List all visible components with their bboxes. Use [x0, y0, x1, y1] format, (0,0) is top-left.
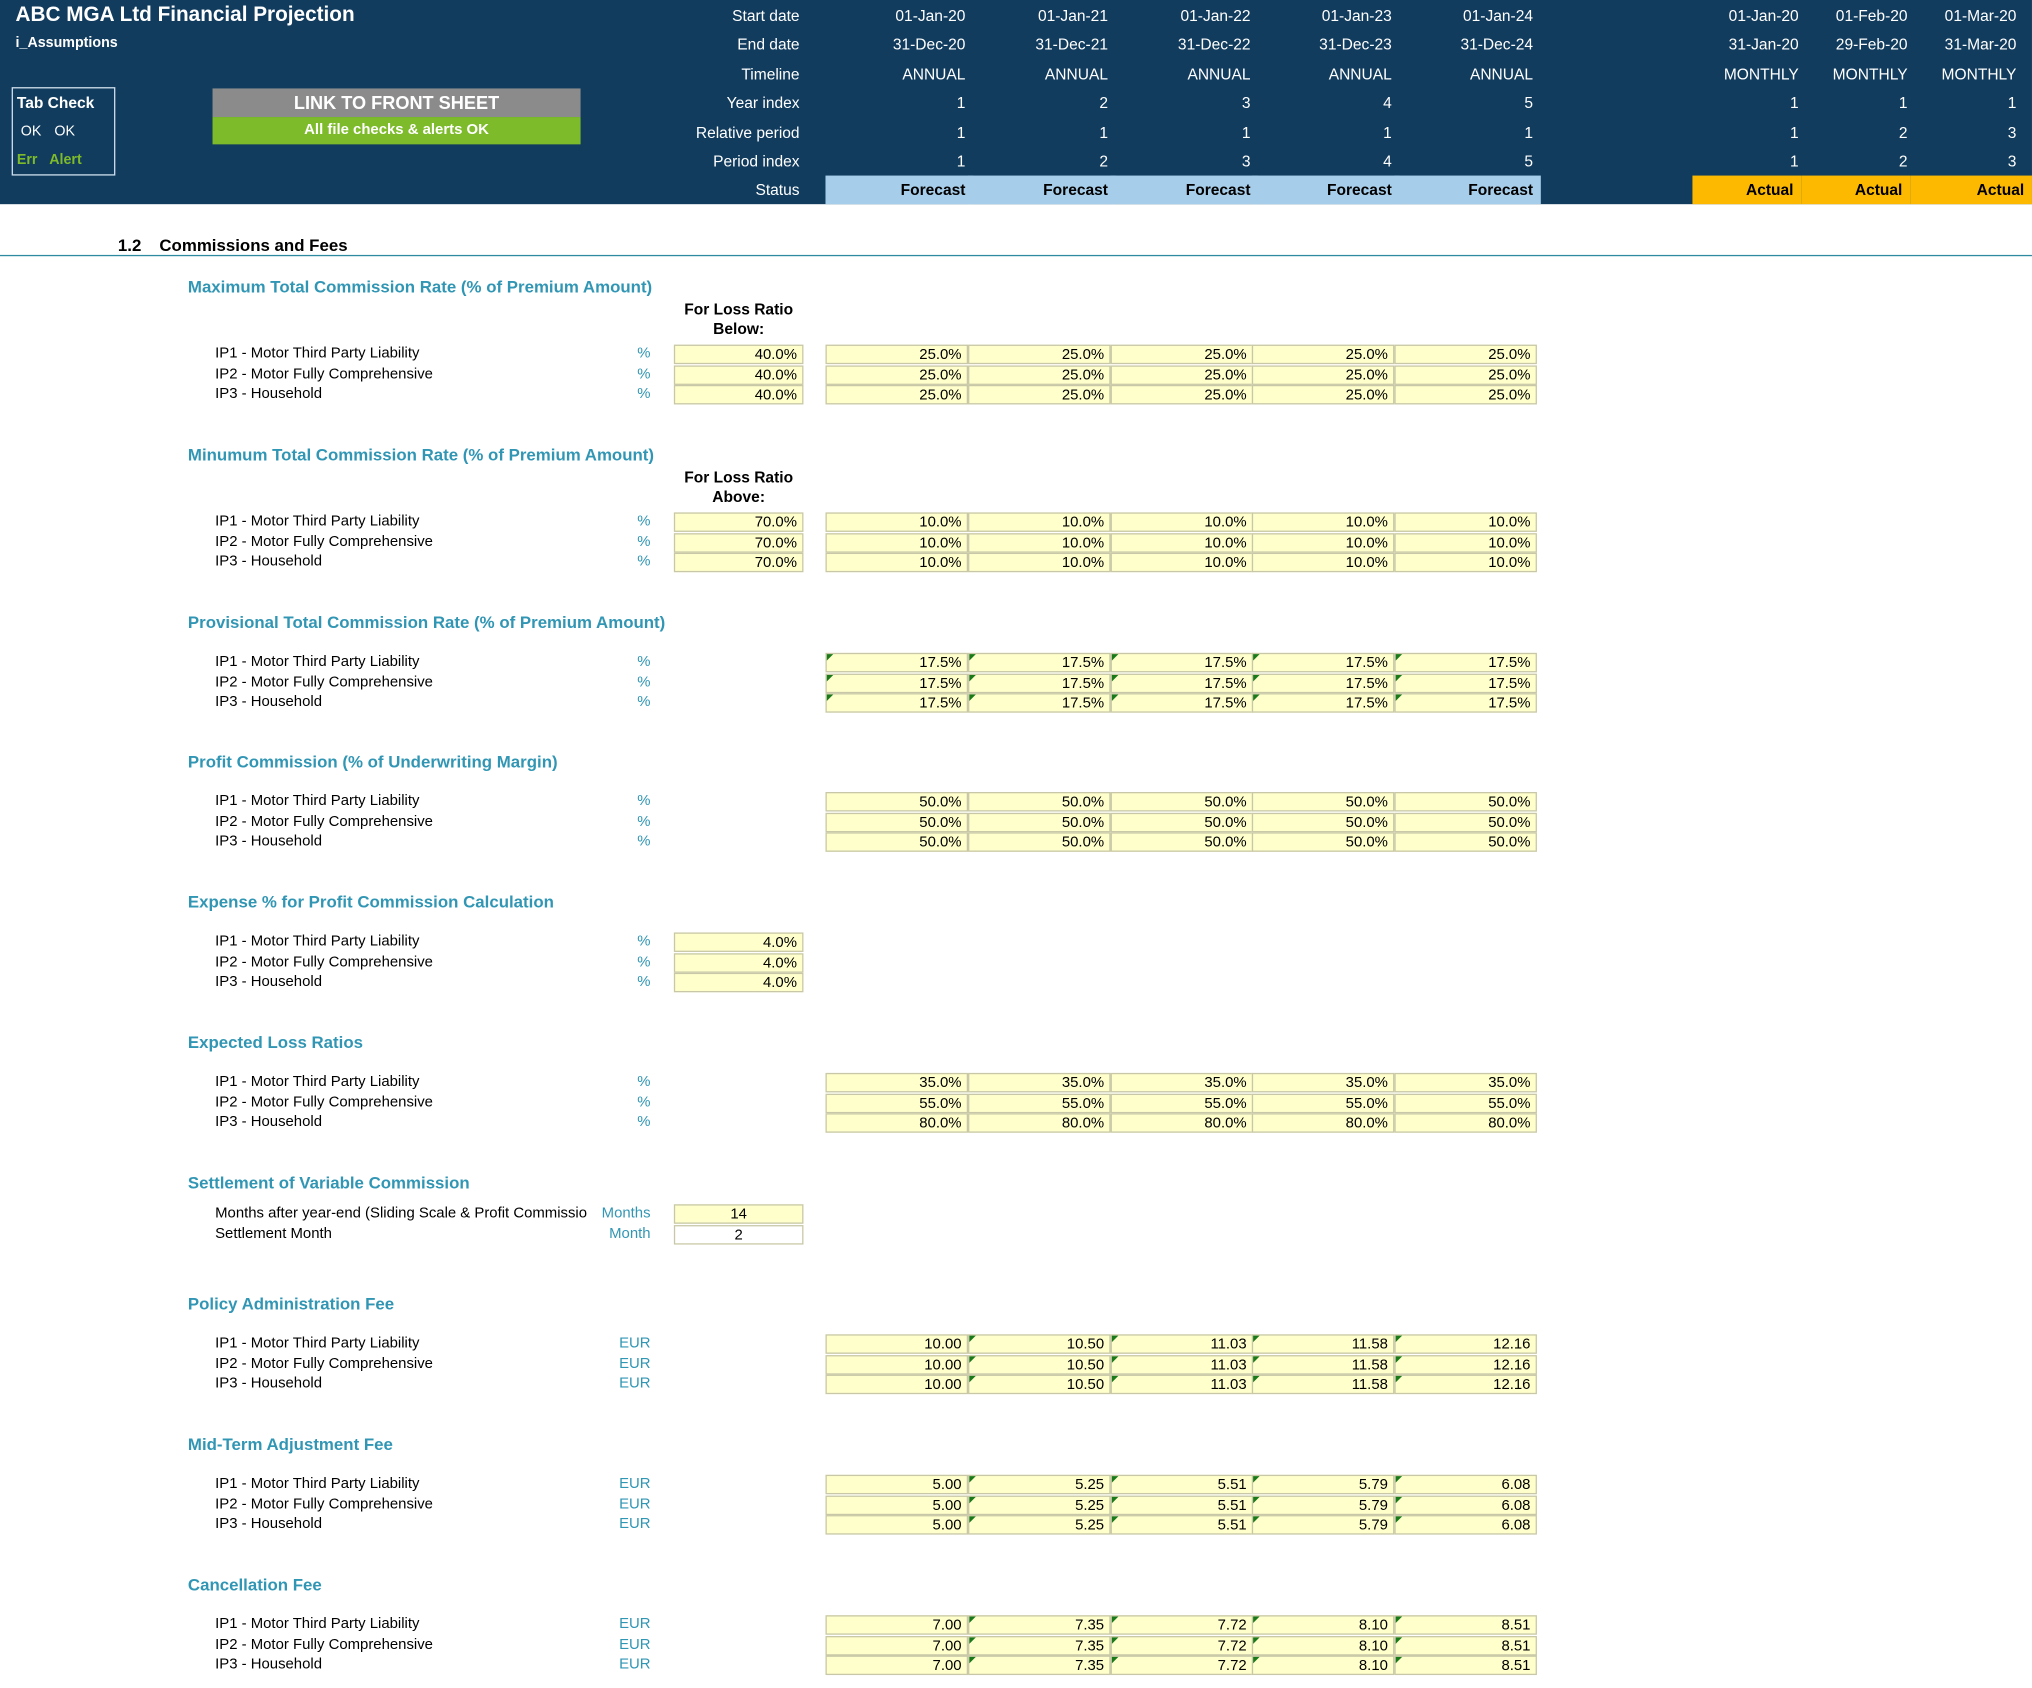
row-label: IP3 - Household: [215, 1516, 322, 1532]
header-timeline-cell: ANNUAL: [1044, 65, 1108, 84]
period-value-cell[interactable]: 25.0%: [1111, 385, 1254, 405]
header-year-cell: 1: [956, 93, 966, 112]
row-label: IP3 - Household: [215, 694, 322, 711]
period-value-cell[interactable]: 10.00: [825, 1334, 968, 1354]
period-value-cell[interactable]: 25.0%: [825, 365, 968, 385]
period-value-cell[interactable]: 80.0%: [968, 1113, 1111, 1133]
status-forecast-cell: Forecast: [1394, 176, 1540, 205]
period-value-cell[interactable]: 6.08: [1394, 1495, 1537, 1515]
column-header-line2: Below:: [713, 319, 765, 339]
row-unit: %: [637, 513, 651, 530]
row-label: IP1 - Motor Third Party Liability: [215, 1335, 420, 1352]
period-value-cell[interactable]: 10.50: [968, 1375, 1111, 1395]
row-label: IP3 - Household: [215, 1375, 322, 1392]
input-cell[interactable]: 70.0%: [674, 512, 804, 532]
period-value-cell[interactable]: 50.0%: [1394, 832, 1537, 852]
sheet-name: i_Assumptions: [15, 35, 118, 51]
tab-check-ok-1: OK: [20, 123, 42, 140]
period-value-cell[interactable]: 17.5%: [1394, 653, 1537, 673]
header-start-cell: 01-Jan-20: [1728, 6, 1799, 25]
header-timeline-cell: ANNUAL: [1187, 65, 1251, 84]
header-year-cell: 1: [1898, 93, 1908, 112]
period-value-cell[interactable]: 80.0%: [1252, 1113, 1395, 1133]
row-unit: EUR: [619, 1656, 651, 1673]
period-value-cell[interactable]: 8.10: [1252, 1635, 1395, 1655]
group-title: Maximum Total Commission Rate (% of Premium Amount): [187, 277, 653, 297]
row-label: IP2 - Motor Fully Comprehensive: [215, 1636, 433, 1653]
header-rel-cell: 2: [1898, 123, 1908, 142]
period-value-cell[interactable]: 17.5%: [1394, 693, 1537, 713]
period-value-cell[interactable]: 50.0%: [1111, 792, 1254, 812]
column-header-line2: Above:: [712, 487, 766, 506]
period-value-cell[interactable]: 7.72: [1111, 1615, 1254, 1635]
header-period-cell: 5: [1524, 152, 1534, 171]
input-cell[interactable]: 70.0%: [674, 553, 804, 573]
period-value-cell[interactable]: 12.16: [1394, 1334, 1537, 1354]
period-value-cell[interactable]: 7.00: [825, 1656, 968, 1676]
period-value-cell[interactable]: 25.0%: [1111, 345, 1254, 365]
row-label: IP3 - Household: [215, 1656, 322, 1673]
header-row-label: End date: [737, 35, 800, 54]
header-start-cell: 01-Jan-23: [1321, 6, 1392, 25]
row-label: IP2 - Motor Fully Comprehensive: [215, 813, 433, 830]
row-label: IP1 - Motor Third Party Liability: [215, 345, 420, 362]
period-value-cell[interactable]: 8.10: [1252, 1615, 1395, 1635]
period-value-cell[interactable]: 80.0%: [1111, 1113, 1254, 1133]
header-row-label: Status: [755, 180, 800, 199]
header-rel-cell: 1: [1524, 123, 1534, 142]
row-unit: EUR: [619, 1335, 651, 1352]
period-value-cell[interactable]: 10.0%: [1252, 553, 1395, 573]
period-value-cell[interactable]: 10.0%: [1111, 553, 1254, 573]
group-title: Settlement of Variable Commission: [187, 1173, 470, 1193]
tab-check-err: Err: [16, 152, 38, 168]
row-unit: EUR: [619, 1476, 651, 1492]
row-label: IP3 - Household: [215, 1114, 322, 1131]
group-title: Cancellation Fee: [187, 1574, 322, 1595]
period-value-cell[interactable]: 17.5%: [1252, 673, 1395, 693]
period-value-cell[interactable]: 50.0%: [1252, 792, 1395, 812]
row-label: IP2 - Motor Fully Comprehensive: [215, 533, 433, 550]
period-value-cell[interactable]: 10.0%: [825, 533, 968, 553]
period-value-cell[interactable]: 80.0%: [1394, 1113, 1537, 1133]
period-value-cell[interactable]: 50.0%: [1394, 792, 1537, 812]
file-checks-status: All file checks & alerts OK: [213, 117, 581, 144]
header-timeline-cell: ANNUAL: [902, 65, 966, 84]
header-end-cell: 31-Mar-20: [1944, 35, 2017, 54]
period-value-cell[interactable]: 35.0%: [968, 1073, 1111, 1093]
row-unit: %: [637, 933, 651, 950]
period-value-cell[interactable]: 8.10: [1252, 1656, 1395, 1676]
group-title: Policy Administration Fee: [187, 1293, 395, 1314]
period-value-cell[interactable]: 55.0%: [825, 1093, 968, 1113]
period-value-cell[interactable]: 10.50: [968, 1334, 1111, 1354]
header-row-label: Period index: [713, 152, 800, 171]
period-value-cell[interactable]: 10.0%: [1252, 512, 1395, 532]
row-unit: %: [637, 345, 651, 362]
header-period-cell: 1: [1790, 152, 1799, 171]
period-value-cell[interactable]: 17.5%: [825, 673, 968, 693]
row-unit: %: [637, 833, 651, 850]
row-label: IP1 - Motor Third Party Liability: [215, 933, 420, 950]
period-value-cell[interactable]: 5.00: [825, 1515, 968, 1535]
header-end-cell: 31-Dec-23: [1319, 35, 1392, 54]
period-value-cell[interactable]: 17.5%: [1111, 653, 1254, 673]
period-value-cell[interactable]: 55.0%: [1394, 1093, 1537, 1113]
period-value-cell[interactable]: 10.0%: [1394, 553, 1537, 573]
section-number: 1.2: [117, 235, 142, 255]
period-value-cell[interactable]: 10.0%: [825, 553, 968, 573]
header-year-cell: 3: [1241, 93, 1251, 112]
period-value-cell[interactable]: 7.72: [1111, 1635, 1254, 1655]
period-value-cell[interactable]: 10.0%: [1111, 512, 1254, 532]
header-timeline-cell: ANNUAL: [1469, 65, 1534, 84]
row-label: IP1 - Motor Third Party Liability: [215, 1616, 420, 1633]
tab-check-box: [12, 87, 116, 175]
period-value-cell[interactable]: 5.51: [1111, 1495, 1254, 1515]
row-unit: %: [637, 1094, 651, 1110]
header-rel-cell: 1: [956, 123, 966, 142]
group-title: Expense % for Profit Commission Calculation: [187, 892, 554, 912]
period-value-cell[interactable]: 5.79: [1252, 1475, 1395, 1495]
period-value-cell[interactable]: 25.0%: [1111, 365, 1254, 385]
period-value-cell[interactable]: 25.0%: [968, 365, 1111, 385]
status-forecast-cell: Forecast: [968, 176, 1116, 205]
header-start-cell: 01-Jan-22: [1180, 6, 1251, 25]
input-cell[interactable]: 4.0%: [674, 953, 804, 973]
period-value-cell[interactable]: 10.0%: [1111, 533, 1254, 553]
period-value-cell[interactable]: 17.5%: [968, 673, 1111, 693]
row-unit: EUR: [619, 1516, 651, 1532]
header-start-cell: 01-Jan-20: [895, 6, 966, 25]
period-value-cell[interactable]: 50.0%: [825, 792, 968, 812]
header-end-cell: 31-Dec-20: [892, 35, 966, 54]
period-value-cell[interactable]: 50.0%: [825, 832, 968, 852]
header-rel-cell: 1: [1790, 123, 1799, 142]
row-label: IP1 - Motor Third Party Liability: [215, 513, 420, 530]
period-value-cell[interactable]: 10.00: [825, 1354, 968, 1374]
row-unit: %: [637, 974, 651, 990]
period-value-cell[interactable]: 10.0%: [1394, 533, 1537, 553]
period-value-cell[interactable]: 7.00: [825, 1635, 968, 1655]
period-value-cell[interactable]: 10.50: [968, 1354, 1111, 1374]
period-value-cell[interactable]: 11.03: [1111, 1375, 1254, 1395]
section-divider: [0, 255, 2032, 256]
period-value-cell[interactable]: 11.58: [1252, 1375, 1395, 1395]
period-value-cell[interactable]: 5.51: [1111, 1515, 1254, 1535]
period-value-cell[interactable]: 5.51: [1111, 1475, 1254, 1495]
group-title: Profit Commission (% of Underwriting Margin): [187, 751, 558, 772]
period-value-cell[interactable]: 50.0%: [1252, 832, 1395, 852]
row-unit: EUR: [619, 1375, 651, 1392]
header-rel-cell: 1: [1383, 123, 1392, 142]
header-year-cell: 2: [1099, 93, 1108, 112]
period-value-cell[interactable]: 10.00: [825, 1375, 968, 1395]
header-timeline-cell: MONTHLY: [1941, 65, 2017, 84]
period-value-cell[interactable]: 25.0%: [968, 385, 1111, 405]
period-value-cell[interactable]: 25.0%: [1252, 365, 1395, 385]
header-row-label: Timeline: [741, 65, 800, 84]
period-value-cell[interactable]: 7.35: [968, 1656, 1111, 1676]
status-forecast-cell: Forecast: [825, 176, 973, 205]
row-unit: %: [637, 654, 651, 670]
input-cell[interactable]: 70.0%: [674, 533, 804, 553]
period-value-cell[interactable]: 7.35: [968, 1615, 1111, 1635]
input-cell[interactable]: 40.0%: [674, 365, 804, 385]
workbook-title: ABC MGA Ltd Financial Projection: [15, 3, 355, 27]
status-actual-cell: Actual: [1801, 176, 1910, 205]
period-value-cell[interactable]: 10.0%: [968, 553, 1111, 573]
period-value-cell[interactable]: 25.0%: [1252, 385, 1395, 405]
header-period-cell: 1: [956, 152, 966, 171]
period-value-cell[interactable]: 5.25: [968, 1495, 1111, 1515]
tab-check-ok-2: OK: [54, 123, 76, 140]
input-cell[interactable]: 40.0%: [674, 385, 804, 405]
row-label: Months after year-end (Sliding Scale & Profit Commissio: [215, 1205, 588, 1222]
row-label: IP3 - Household: [215, 554, 322, 570]
row-label: IP3 - Household: [215, 974, 322, 990]
header-year-cell: 1: [1790, 93, 1799, 112]
period-value-cell[interactable]: 50.0%: [1252, 812, 1395, 832]
header-start-cell: 01-Jan-24: [1463, 6, 1534, 25]
period-value-cell[interactable]: 10.0%: [1394, 512, 1537, 532]
header-rel-cell: 1: [1241, 123, 1251, 142]
header-end-cell: 31-Dec-22: [1177, 35, 1251, 54]
period-value-cell[interactable]: 5.25: [968, 1515, 1111, 1535]
period-value-cell[interactable]: 35.0%: [825, 1073, 968, 1093]
input-cell[interactable]: 40.0%: [674, 345, 804, 365]
period-value-cell[interactable]: 11.58: [1252, 1334, 1395, 1354]
period-value-cell[interactable]: 8.51: [1394, 1635, 1537, 1655]
header-period-cell: 2: [1898, 152, 1908, 171]
timeline-header: [0, 0, 2032, 204]
header-end-cell: 31-Dec-24: [1460, 35, 1534, 54]
period-value-cell[interactable]: 50.0%: [968, 792, 1111, 812]
period-value-cell[interactable]: 11.03: [1111, 1334, 1254, 1354]
period-value-cell[interactable]: 25.0%: [1394, 385, 1537, 405]
header-row-label: Year index: [726, 93, 800, 112]
period-value-cell[interactable]: 7.00: [825, 1615, 968, 1635]
header-timeline-cell: MONTHLY: [1723, 65, 1799, 84]
row-unit: EUR: [619, 1496, 651, 1512]
period-value-cell[interactable]: 35.0%: [1252, 1073, 1395, 1093]
header-period-cell: 3: [1241, 152, 1251, 171]
period-value-cell[interactable]: 7.35: [968, 1635, 1111, 1655]
link-to-front-sheet-button[interactable]: LINK TO FRONT SHEET: [213, 88, 581, 117]
period-value-cell[interactable]: 5.00: [825, 1495, 968, 1515]
row-label: IP1 - Motor Third Party Liability: [215, 1074, 420, 1090]
period-value-cell[interactable]: 80.0%: [825, 1113, 968, 1133]
row-label: IP3 - Household: [215, 833, 322, 850]
header-period-cell: 3: [2007, 152, 2017, 171]
column-header-line1: For Loss Ratio: [684, 300, 794, 319]
period-value-cell[interactable]: 5.25: [968, 1475, 1111, 1495]
period-value-cell[interactable]: 25.0%: [825, 385, 968, 405]
period-value-cell[interactable]: 12.16: [1394, 1375, 1537, 1395]
period-value-cell[interactable]: 17.5%: [825, 653, 968, 673]
row-unit: %: [637, 386, 651, 402]
period-value-cell[interactable]: 5.00: [825, 1475, 968, 1495]
period-value-cell[interactable]: 6.08: [1394, 1515, 1537, 1535]
period-value-cell[interactable]: 50.0%: [968, 832, 1111, 852]
row-label: IP2 - Motor Fully Comprehensive: [215, 1094, 433, 1110]
period-value-cell[interactable]: 8.51: [1394, 1615, 1537, 1635]
period-value-cell[interactable]: 50.0%: [1111, 812, 1254, 832]
row-unit: %: [637, 953, 651, 970]
group-title: Mid-Term Adjustment Fee: [187, 1434, 393, 1454]
row-label: IP2 - Motor Fully Comprehensive: [215, 1355, 433, 1372]
row-label: Settlement Month: [215, 1225, 332, 1242]
header-start-cell: 01-Mar-20: [1944, 6, 2017, 25]
header-period-cell: 4: [1383, 152, 1392, 171]
status-forecast-cell: Forecast: [1252, 176, 1400, 205]
status-actual-cell: Actual: [1692, 176, 1801, 205]
period-value-cell[interactable]: 5.79: [1252, 1515, 1395, 1535]
period-value-cell[interactable]: 17.5%: [1252, 693, 1395, 713]
period-value-cell[interactable]: 25.0%: [1394, 365, 1537, 385]
header-start-cell: 01-Feb-20: [1835, 6, 1908, 25]
row-unit: EUR: [619, 1616, 651, 1633]
group-title: Expected Loss Ratios: [187, 1032, 363, 1053]
row-label: IP1 - Motor Third Party Liability: [215, 793, 420, 809]
period-value-cell[interactable]: 17.5%: [1111, 673, 1254, 693]
row-unit: Months: [601, 1205, 651, 1222]
period-value-cell[interactable]: 8.51: [1394, 1656, 1537, 1676]
status-forecast-cell: Forecast: [1111, 176, 1259, 205]
period-value-cell[interactable]: 25.0%: [1252, 345, 1395, 365]
period-value-cell[interactable]: 11.03: [1111, 1354, 1254, 1374]
row-unit: %: [637, 1114, 651, 1131]
row-unit: EUR: [619, 1355, 651, 1372]
period-value-cell[interactable]: 7.72: [1111, 1656, 1254, 1676]
group-title: Provisional Total Commission Rate (% of Premium Amount): [187, 612, 666, 633]
header-period-cell: 2: [1099, 152, 1108, 171]
header-year-cell: 5: [1524, 93, 1534, 112]
row-label: IP3 - Household: [215, 386, 322, 402]
period-value-cell[interactable]: 35.0%: [1394, 1073, 1537, 1093]
header-timeline-cell: MONTHLY: [1832, 65, 1908, 84]
period-value-cell[interactable]: 50.0%: [1111, 832, 1254, 852]
group-title: Minumum Total Commission Rate (% of Premium Amount): [187, 444, 655, 465]
row-unit: %: [637, 366, 651, 382]
row-label: IP1 - Motor Third Party Liability: [215, 1476, 420, 1492]
input-cell[interactable]: 2: [674, 1224, 804, 1244]
period-value-cell[interactable]: 10.0%: [968, 512, 1111, 532]
period-value-cell[interactable]: 10.0%: [825, 512, 968, 532]
header-year-cell: 1: [2007, 93, 2017, 112]
period-value-cell[interactable]: 25.0%: [825, 345, 968, 365]
header-row-label: Relative period: [695, 123, 800, 142]
input-cell[interactable]: 4.0%: [674, 932, 804, 952]
period-value-cell[interactable]: 17.5%: [1252, 653, 1395, 673]
period-value-cell[interactable]: 17.5%: [1111, 693, 1254, 713]
input-cell[interactable]: 4.0%: [674, 973, 804, 993]
tab-check-alert: Alert: [49, 152, 82, 168]
period-value-cell[interactable]: 17.5%: [968, 653, 1111, 673]
row-label: IP2 - Motor Fully Comprehensive: [215, 674, 433, 690]
row-unit: EUR: [619, 1636, 651, 1653]
tab-check-title: Tab Check: [16, 93, 95, 112]
input-cell[interactable]: 14: [674, 1204, 804, 1224]
period-value-cell[interactable]: 17.5%: [968, 693, 1111, 713]
row-unit: %: [637, 533, 651, 550]
row-unit: %: [637, 694, 651, 711]
header-end-cell: 31-Dec-21: [1035, 35, 1108, 54]
period-value-cell[interactable]: 55.0%: [1252, 1093, 1395, 1113]
header-start-cell: 01-Jan-21: [1037, 6, 1108, 25]
row-label: IP2 - Motor Fully Comprehensive: [215, 366, 433, 382]
period-value-cell[interactable]: 25.0%: [1394, 345, 1537, 365]
period-value-cell[interactable]: 50.0%: [1394, 812, 1537, 832]
header-row-label: Start date: [732, 6, 800, 25]
row-unit: %: [637, 674, 651, 690]
period-value-cell[interactable]: 10.0%: [1252, 533, 1395, 553]
row-label: IP2 - Motor Fully Comprehensive: [215, 953, 433, 970]
row-label: IP2 - Motor Fully Comprehensive: [215, 1496, 433, 1512]
period-value-cell[interactable]: 17.5%: [1394, 673, 1537, 693]
status-actual-cell: Actual: [1910, 176, 2032, 205]
period-value-cell[interactable]: 55.0%: [968, 1093, 1111, 1113]
period-value-cell[interactable]: 25.0%: [968, 345, 1111, 365]
period-value-cell[interactable]: 11.58: [1252, 1354, 1395, 1374]
header-end-cell: 29-Feb-20: [1835, 35, 1908, 54]
period-value-cell[interactable]: 55.0%: [1111, 1093, 1254, 1113]
period-value-cell[interactable]: 35.0%: [1111, 1073, 1254, 1093]
period-value-cell[interactable]: 10.0%: [968, 533, 1111, 553]
row-unit: %: [637, 793, 651, 809]
row-unit: %: [637, 554, 651, 570]
header-rel-cell: 3: [2007, 123, 2017, 142]
period-value-cell[interactable]: 17.5%: [825, 693, 968, 713]
header-year-cell: 4: [1383, 93, 1392, 112]
section-title: Commissions and Fees: [159, 235, 348, 255]
period-value-cell[interactable]: 12.16: [1394, 1354, 1537, 1374]
row-unit: %: [637, 813, 651, 830]
period-value-cell[interactable]: 5.79: [1252, 1495, 1395, 1515]
period-value-cell[interactable]: 6.08: [1394, 1475, 1537, 1495]
header-end-cell: 31-Jan-20: [1728, 35, 1799, 54]
row-unit: Month: [609, 1225, 651, 1242]
header-rel-cell: 1: [1099, 123, 1108, 142]
column-header-line1: For Loss Ratio: [684, 468, 794, 487]
header-timeline-cell: ANNUAL: [1328, 65, 1392, 84]
period-value-cell[interactable]: 50.0%: [968, 812, 1111, 832]
period-value-cell[interactable]: 50.0%: [825, 812, 968, 832]
row-unit: %: [637, 1074, 651, 1090]
row-label: IP1 - Motor Third Party Liability: [215, 654, 420, 670]
